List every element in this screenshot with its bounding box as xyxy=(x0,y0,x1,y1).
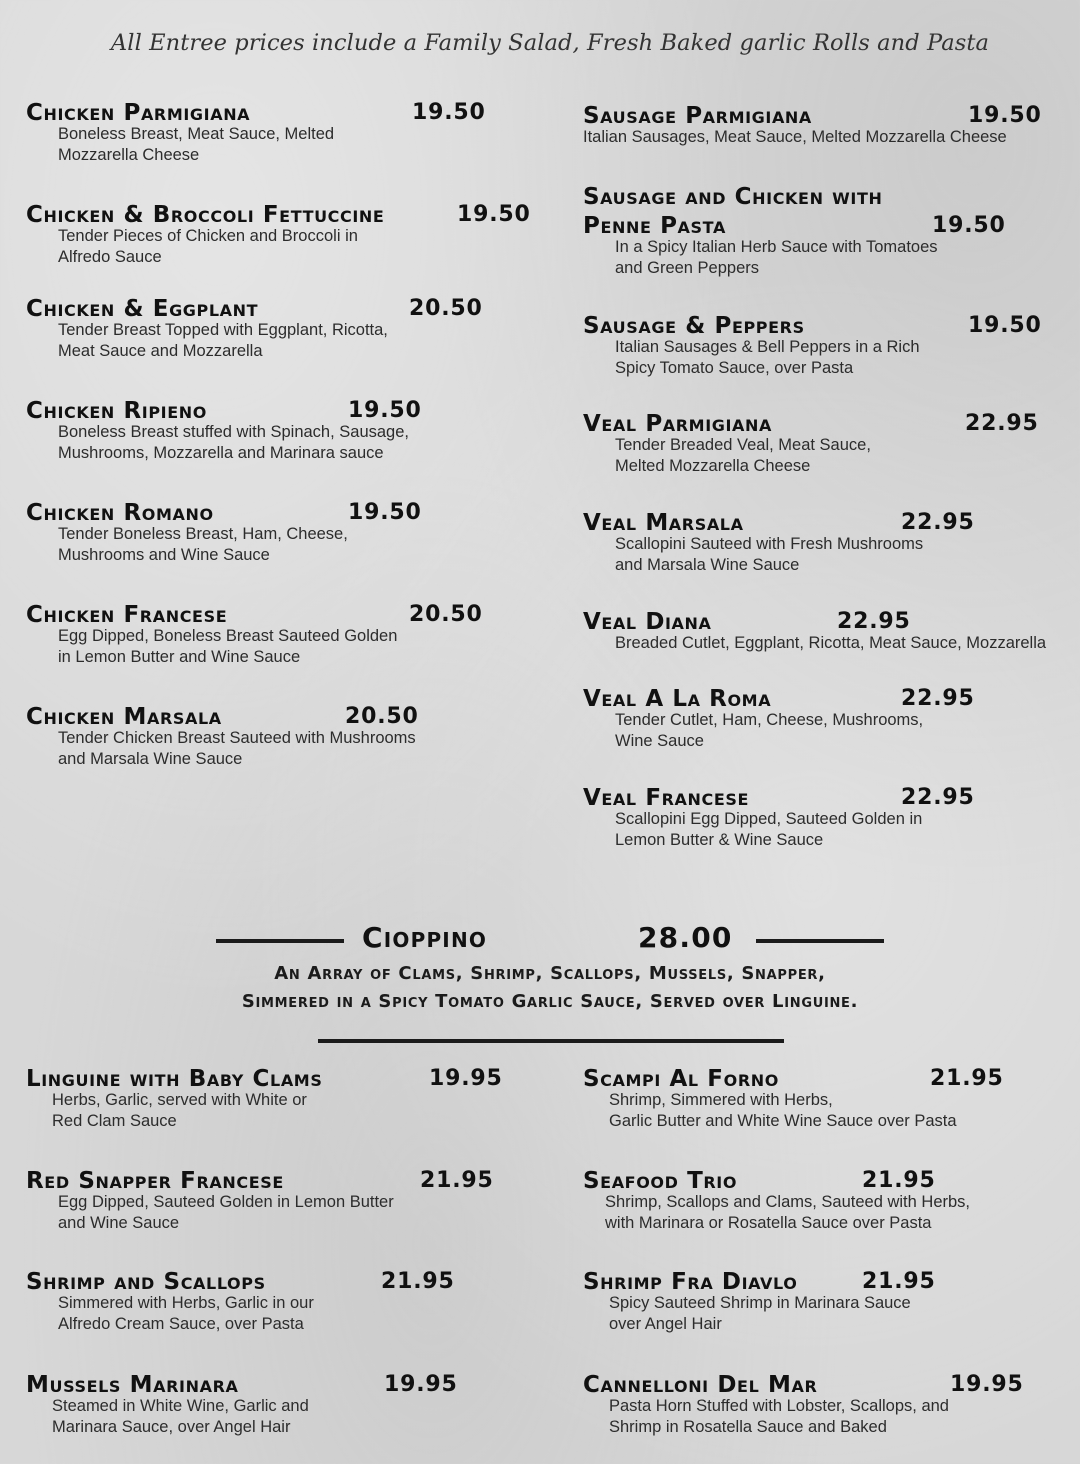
feature-rule-right xyxy=(756,939,884,943)
item-description: Shrimp, Scallops and Clams, Sauteed with Herbs, with Marinara or Rosatella Sauce over Pasta xyxy=(605,1193,970,1232)
item-price: 19.50 xyxy=(348,500,422,525)
item-description: Herbs, Garlic, served with White or Red Clam Sauce xyxy=(52,1091,307,1130)
item-description: Scallopini Egg Dipped, Sauteed Golden in Lemon Butter & Wine Sauce xyxy=(615,810,923,849)
item-price: 22.95 xyxy=(965,411,1039,436)
menu-item-chicken-broccoli-fettuccine xyxy=(26,201,566,268)
item-description: Spicy Sauteed Shrimp in Marinara Sauce over Angel Hair xyxy=(609,1294,911,1333)
menu-item-red-snapper-francese xyxy=(26,1167,566,1234)
menu-item-sausage-parmigiana xyxy=(583,102,1073,148)
item-price: 19.50 xyxy=(932,213,1006,238)
item-price: 19.50 xyxy=(457,202,531,227)
menu-item-shrimp-scallops xyxy=(26,1268,566,1335)
item-name-line1: Sausage and Chicken with xyxy=(583,184,883,210)
item-price: 21.95 xyxy=(862,1168,936,1193)
item-description: Tender Breaded Veal, Meat Sauce, Melted Mozzarella Cheese xyxy=(615,436,871,475)
menu-item-sausage-chicken-penne xyxy=(583,183,1073,279)
item-name: Veal Diana xyxy=(583,609,712,635)
menu-item-veal-diana xyxy=(583,608,1073,654)
menu-item-seafood-trio xyxy=(583,1167,1073,1234)
item-name: Chicken Francese xyxy=(26,602,228,628)
item-name: Chicken Marsala xyxy=(26,704,222,730)
item-price: 19.50 xyxy=(968,103,1042,128)
item-description: Scallopini Sauteed with Fresh Mushrooms and Marsala Wine Sauce xyxy=(615,535,924,574)
menu-item-chicken-parmigiana xyxy=(26,99,546,166)
item-name: Red Snapper Francese xyxy=(26,1168,284,1194)
item-price: 19.95 xyxy=(950,1372,1024,1397)
item-name: Shrimp Fra Diavlo xyxy=(583,1269,798,1295)
item-name: Scampi Al Forno xyxy=(583,1066,779,1092)
menu-item-veal-parmigiana xyxy=(583,410,1073,477)
item-name: Chicken & Broccoli Fettuccine xyxy=(26,202,385,228)
item-name: Linguine with Baby Clams xyxy=(26,1066,323,1092)
feature-rule-bottom xyxy=(318,1039,784,1043)
menu-item-shrimp-fra-diavlo xyxy=(583,1268,1073,1335)
item-name: Shrimp and Scallops xyxy=(26,1269,266,1295)
item-price: 21.95 xyxy=(930,1066,1004,1091)
menu-item-chicken-romano xyxy=(26,499,546,566)
item-name: Veal Francese xyxy=(583,785,750,811)
menu-item-linguine-baby-clams xyxy=(26,1065,566,1132)
item-name: Chicken Parmigiana xyxy=(26,100,251,126)
menu-item-scampi-al-forno xyxy=(583,1065,1073,1132)
menu-item-veal-marsala xyxy=(583,509,1073,576)
item-name: Seafood Trio xyxy=(583,1168,738,1194)
item-price: 19.50 xyxy=(968,313,1042,338)
item-name: Chicken Ripieno xyxy=(26,398,207,424)
item-price: 19.50 xyxy=(348,398,422,423)
item-name: Chicken & Eggplant xyxy=(26,296,259,322)
item-price: 22.95 xyxy=(901,686,975,711)
item-name: Veal Parmigiana xyxy=(583,411,772,437)
item-description: Boneless Breast, Meat Sauce, Melted Mozzarella Cheese xyxy=(58,125,335,164)
item-price: 19.95 xyxy=(429,1066,503,1091)
menu-item-mussels-marinara xyxy=(26,1371,566,1438)
item-price: 21.95 xyxy=(381,1269,455,1294)
menu-item-veal-francese xyxy=(583,784,1073,851)
item-price: 19.95 xyxy=(384,1372,458,1397)
item-name: Chicken Romano xyxy=(26,500,214,526)
item-description: Tender Cutlet, Ham, Cheese, Mushrooms, Wine Sauce xyxy=(615,711,924,750)
item-price: 21.95 xyxy=(420,1168,494,1193)
item-name: Mussels Marinara xyxy=(26,1372,239,1398)
menu-item-chicken-ripieno xyxy=(26,397,546,464)
item-price: 19.50 xyxy=(412,100,486,125)
menu-item-chicken-eggplant xyxy=(26,295,546,362)
item-description: Egg Dipped, Boneless Breast Sauteed Golden in Lemon Butter and Wine Sauce xyxy=(58,627,398,666)
menu-item-sausage-peppers xyxy=(583,312,1073,379)
item-name: Cannelloni Del Mar xyxy=(583,1372,818,1398)
item-description: Breaded Cutlet, Eggplant, Ricotta, Meat Sauce, Mozzarella xyxy=(615,634,1047,652)
item-description: Shrimp, Simmered with Herbs, Garlic Butter and White Wine Sauce over Pasta xyxy=(609,1091,957,1130)
feature-name: Cioppino xyxy=(362,921,488,954)
item-price: 20.50 xyxy=(345,704,419,729)
feature-price: 28.00 xyxy=(638,921,733,954)
item-name: Veal Marsala xyxy=(583,510,744,536)
menu-item-chicken-marsala xyxy=(26,703,546,770)
item-price: 20.50 xyxy=(409,602,483,627)
item-price: 22.95 xyxy=(901,510,975,535)
item-name: Sausage & Peppers xyxy=(583,313,805,339)
item-name: Veal A La Roma xyxy=(583,686,772,712)
item-price: 22.95 xyxy=(901,785,975,810)
item-description: Tender Breast Topped with Eggplant, Ricotta, Meat Sauce and Mozzarella xyxy=(58,321,388,360)
feature-description-line2: Simmered in a Spicy Tomato Garlic Sauce, Served over Linguine. xyxy=(241,991,859,1012)
item-description: Egg Dipped, Sauteed Golden in Lemon Butter and Wine Sauce xyxy=(58,1193,394,1232)
item-name: Sausage Parmigiana xyxy=(583,103,812,129)
item-price: 20.50 xyxy=(409,296,483,321)
feature-description-line1: An Array of Clams, Shrimp, Scallops, Mussels, Snapper, xyxy=(274,963,826,984)
item-price: 22.95 xyxy=(837,609,911,634)
item-description: Pasta Horn Stuffed with Lobster, Scallops, and Shrimp in Rosatella Sauce and Baked xyxy=(609,1397,949,1436)
menu-item-chicken-francese xyxy=(26,601,546,668)
item-description: Tender Pieces of Chicken and Broccoli in Alfredo Sauce xyxy=(58,227,358,266)
menu-tagline: All Entree prices include a Family Salad, Fresh Baked garlic Rolls and Pasta xyxy=(110,30,990,56)
item-price: 21.95 xyxy=(862,1269,936,1294)
menu-item-cannelloni-del-mar xyxy=(583,1371,1073,1438)
item-description: Italian Sausages & Bell Peppers in a Rich Spicy Tomato Sauce, over Pasta xyxy=(615,338,920,377)
item-description: In a Spicy Italian Herb Sauce with Tomatoes and Green Peppers xyxy=(615,238,938,277)
item-description: Steamed in White Wine, Garlic and Marinara Sauce, over Angel Hair xyxy=(52,1397,309,1436)
item-description: Boneless Breast stuffed with Spinach, Sausage, Mushrooms, Mozzarella and Marinara sauce xyxy=(58,423,409,462)
item-description: Italian Sausages, Meat Sauce, Melted Mozzarella Cheese xyxy=(583,128,1007,146)
item-description: Tender Boneless Breast, Ham, Cheese, Mushrooms and Wine Sauce xyxy=(58,525,348,564)
feature-rule-left xyxy=(216,939,344,943)
item-description: Simmered with Herbs, Garlic in our Alfredo Cream Sauce, over Pasta xyxy=(58,1294,314,1333)
item-description: Tender Chicken Breast Sauteed with Mushrooms and Marsala Wine Sauce xyxy=(58,729,416,768)
menu-item-veal-a-la-roma xyxy=(583,685,1073,752)
item-name: Penne Pasta xyxy=(583,213,726,239)
